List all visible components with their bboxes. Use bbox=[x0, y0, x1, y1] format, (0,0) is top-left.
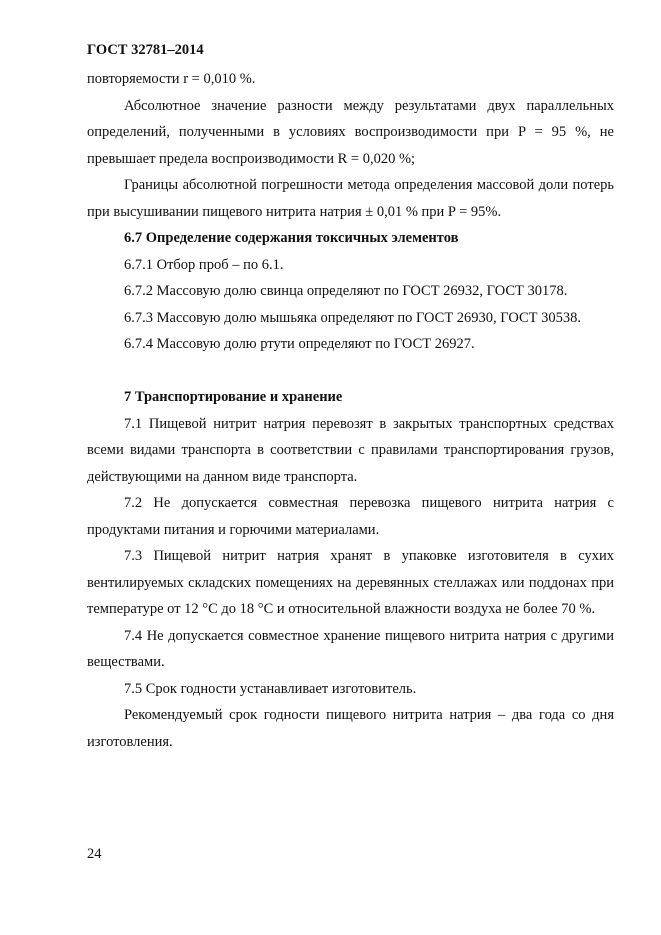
paragraph-7-4: 7.4 Не допускается совместное хранение пищевого нитрита натрия с другими веществами. bbox=[87, 627, 614, 670]
paragraph-6-7-2: 6.7.2 Массовую долю свинца определяют по ГОСТ 26932, ГОСТ 30178. bbox=[124, 283, 568, 299]
document-body bbox=[87, 66, 614, 755]
paragraph-7-5: 7.5 Срок годности устанавливает изготовитель. bbox=[124, 680, 417, 697]
paragraph-7-3: 7.3 Пищевой нитрит натрия хранят в упаковке изготовителя в сухих вентилируемых складских помещениях на деревянных стеллажах или поддонах при температуре от 12 °C до 18 °C и относительной влажности воздуха не более 70 %. bbox=[87, 548, 614, 617]
paragraph-6-7-3: 6.7.3 Массовую долю мышьяка определяют по ГОСТ 26930, ГОСТ 30538. bbox=[124, 309, 581, 326]
paragraph-7-1: 7.1 Пищевой нитрит натрия перевозят в закрытых транспортных средствах всеми видами транспорта в соответствии с правилами транспортирования грузов, действующими на данном виде транспорта. bbox=[87, 415, 614, 485]
blank-line bbox=[87, 358, 614, 385]
paragraph-7-2: 7.2 Не допускается совместная перевозка пищевого нитрита натрия с продуктами питания и горючими материалами. bbox=[87, 495, 614, 538]
paragraph-shelf-life: Рекомендуемый срок годности пищевого нитрита натрия – два года со дня изготовления. bbox=[87, 707, 614, 750]
page-number: 24 bbox=[87, 846, 102, 862]
section-heading-7: 7 Транспортирование и хранение bbox=[124, 389, 343, 405]
document-header: ГОСТ 32781–2014 bbox=[87, 42, 204, 58]
paragraph-error-bounds: Границы абсолютной погрешности метода определения массовой доли потерь при высушивании пищевого нитрита натрия ± 0,01 % при P = 95%. bbox=[87, 177, 614, 220]
paragraph-reproducibility: Абсолютное значение разности между результатами двух параллельных определений, полученными в условиях воспроизводимости при P = 95 %, не превышает предела воспроизводимости R = 0,020 %; bbox=[87, 97, 614, 167]
paragraph-repeatability: повторяемости r = 0,010 %. bbox=[87, 71, 256, 87]
section-heading-6-7: 6.7 Определение содержания токсичных элементов bbox=[124, 230, 459, 246]
paragraph-6-7-4: 6.7.4 Массовую долю ртути определяют по ГОСТ 26927. bbox=[124, 336, 475, 352]
paragraph-6-7-1: 6.7.1 Отбор проб – по 6.1. bbox=[124, 256, 284, 273]
